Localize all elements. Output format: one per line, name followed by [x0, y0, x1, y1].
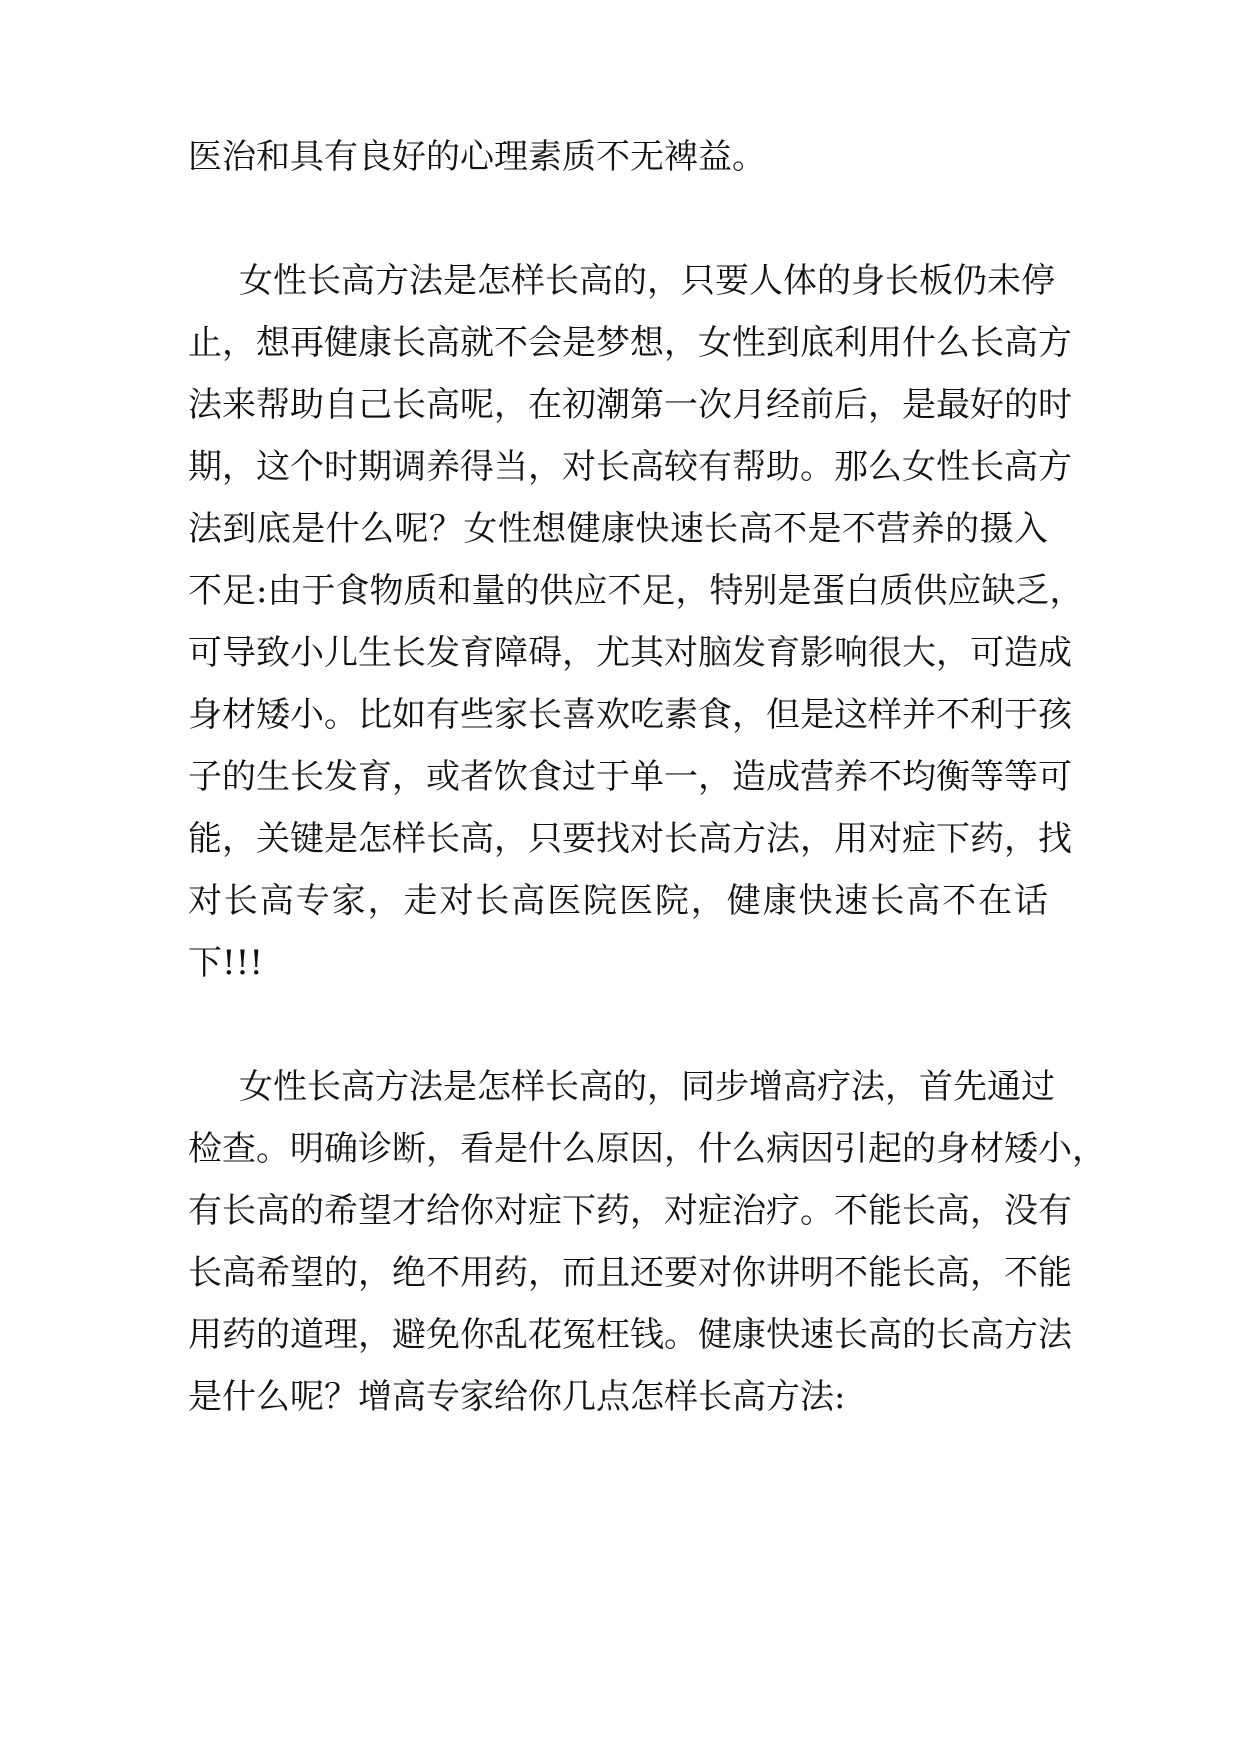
paragraph-3-line-5: 用药的道理，避免你乱花冤枉钱。健康快速长高的长高方法 [188, 1315, 1072, 1355]
paragraph-2-line-8: 身材矮小。比如有些家长喜欢吃素食，但是这样并不利于孩 [188, 695, 1072, 735]
paragraph-3-line-1: 女性长高方法是怎样长高的，同步增高疗法，首先通过 [239, 1067, 1055, 1107]
paragraph-1-line-1: 医治和具有良好的心理素质不无裨益。 [188, 137, 766, 177]
paragraph-3-line-4: 长高希望的，绝不用药，而且还要对你讲明不能长高，不能 [188, 1253, 1072, 1293]
paragraph-3-line-6: 是什么呢？增高专家给你几点怎样长高方法: [188, 1377, 846, 1417]
paragraph-2-line-11: 对长高专家，走对长高医院医院，健康快速长高不在话 [188, 881, 1048, 921]
paragraph-3-line-2: 检查。明确诊断，看是什么原因，什么病因引起的身材矮小， [188, 1129, 1106, 1169]
paragraph-2-line-6: 不足:由于食物质和量的供应不足，特别是蛋白质供应缺乏， [188, 571, 1084, 611]
paragraph-2-line-12: 下!!! [188, 943, 263, 983]
paragraph-2-line-1: 女性长高方法是怎样长高的，只要人体的身长板仍未停 [239, 261, 1055, 301]
paragraph-2-line-9: 子的生长发育，或者饮食过于单一，造成营养不均衡等等可 [188, 757, 1072, 797]
paragraph-2-line-5: 法到底是什么呢？女性想健康快速长高不是不营养的摄入 [188, 509, 1048, 549]
paragraph-2-line-7: 可导致小儿生长发育障碍，尤其对脑发育影响很大，可造成 [188, 633, 1072, 673]
paragraph-2-line-4: 期，这个时期调养得当，对长高较有帮助。那么女性长高方 [188, 447, 1072, 487]
paragraph-3-line-3: 有长高的希望才给你对症下药，对症治疗。不能长高，没有 [188, 1191, 1072, 1231]
paragraph-2-line-2: 止，想再健康长高就不会是梦想，女性到底利用什么长高方 [188, 323, 1072, 363]
paragraph-2-line-10: 能，关键是怎样长高，只要找对长高方法，用对症下药，找 [188, 819, 1072, 859]
paragraph-2-line-3: 法来帮助自己长高呢，在初潮第一次月经前后，是最好的时 [188, 385, 1072, 425]
